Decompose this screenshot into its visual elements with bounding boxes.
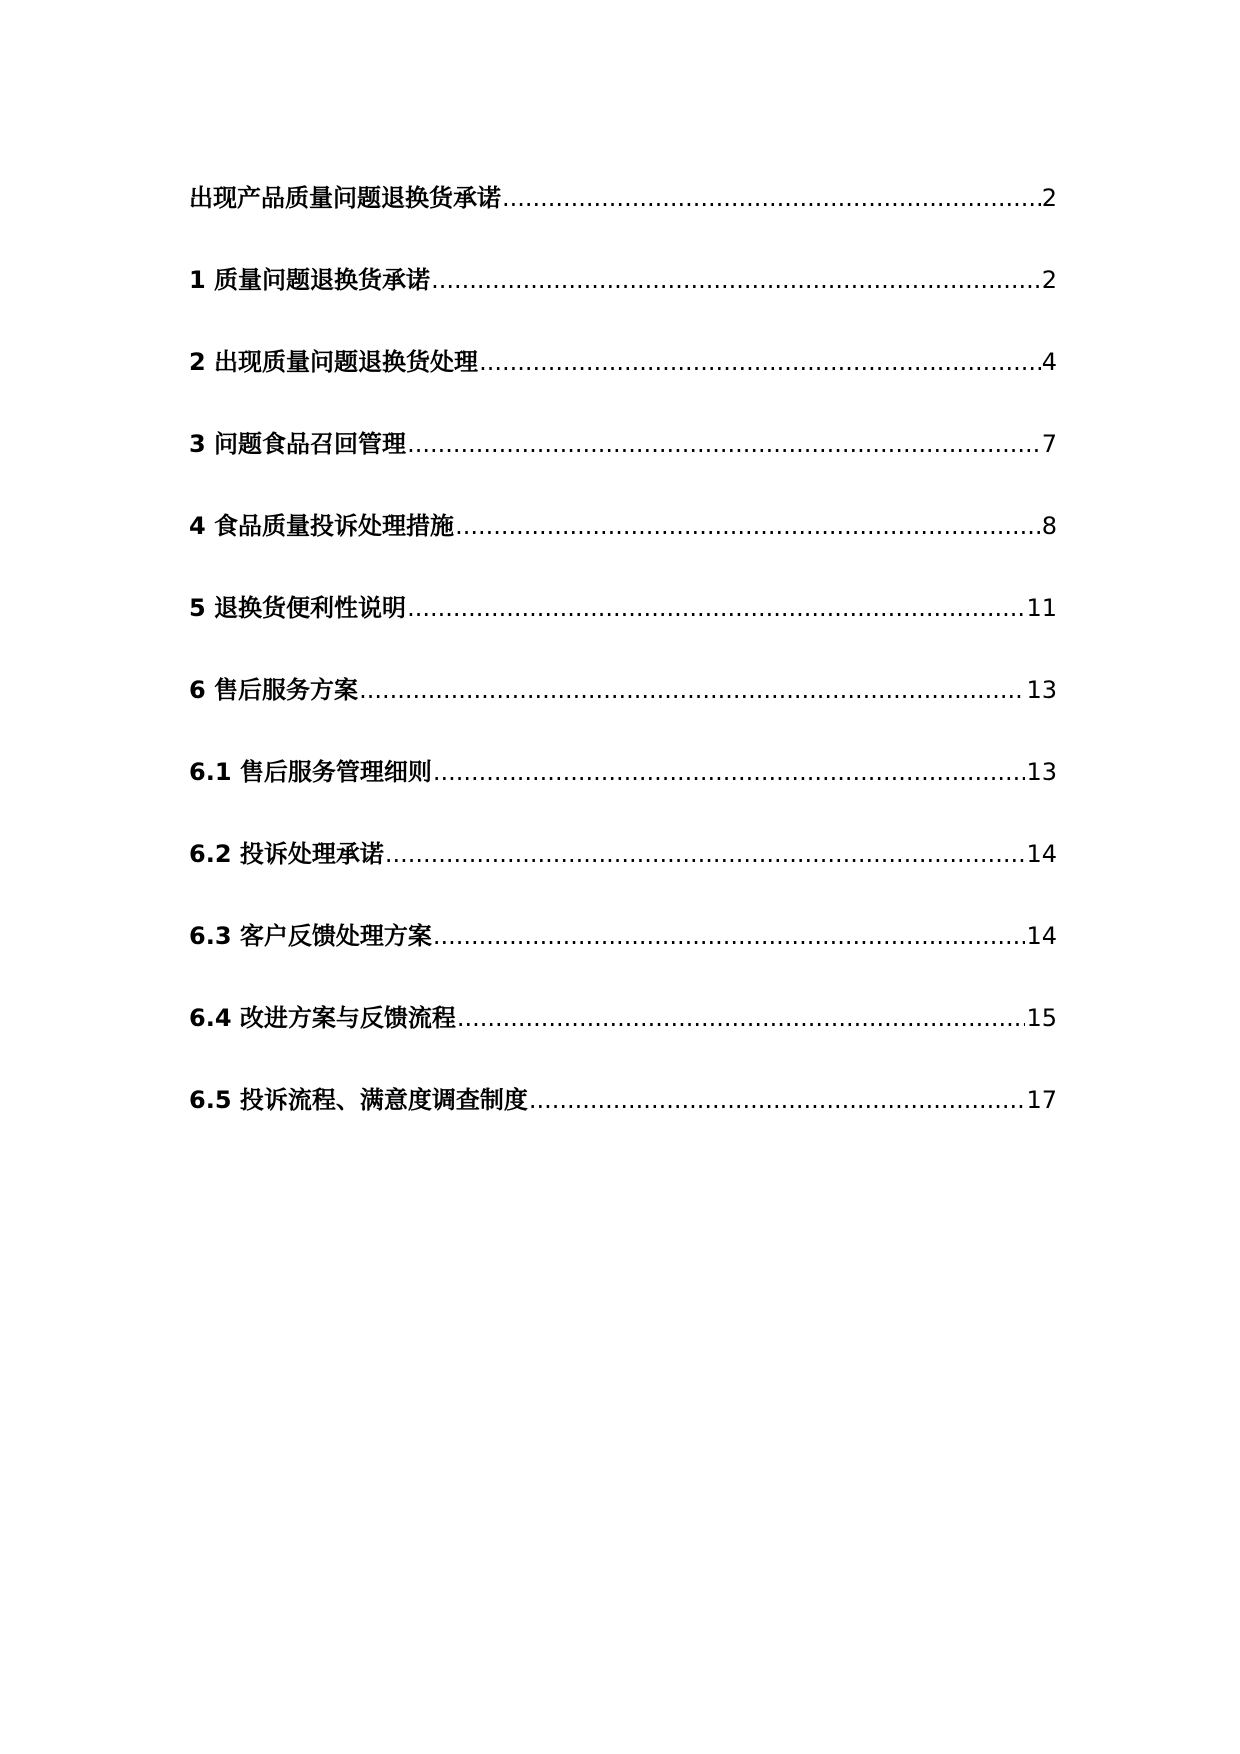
toc-entry-page: 2: [1041, 184, 1057, 212]
toc-dot-leader: [457, 992, 1026, 1044]
toc-entry[interactable]: [189, 828, 1057, 910]
toc-dot-leader: [431, 254, 1041, 306]
toc-dot-leader: [359, 664, 1025, 716]
toc-entry-page: 8: [1041, 512, 1057, 540]
toc-entry[interactable]: [189, 910, 1057, 992]
toc-entry[interactable]: [189, 1074, 1057, 1156]
toc-entry-page: 13: [1026, 676, 1057, 704]
toc-entry[interactable]: [189, 582, 1057, 664]
toc-entry[interactable]: [189, 500, 1057, 582]
toc-entry-title: 4 食品质量投诉处理措施: [189, 512, 455, 540]
toc-entry-page: 13: [1026, 758, 1057, 786]
toc-entry-page: 15: [1026, 1004, 1057, 1032]
toc-entry[interactable]: [189, 254, 1057, 336]
toc-entry-title: 2 出现质量问题退换货处理: [189, 348, 479, 376]
toc-dot-leader: [455, 500, 1041, 552]
toc-entry-title: 6.4 改进方案与反馈流程: [189, 1004, 456, 1032]
toc-entry-title: 3 问题食品召回管理: [189, 430, 407, 458]
toc-entry-page: 4: [1041, 348, 1057, 376]
toc-dot-leader: [502, 172, 1041, 224]
toc-entry-title: 6 售后服务方案: [189, 676, 359, 704]
toc-entry[interactable]: [189, 746, 1057, 828]
toc-entry[interactable]: [189, 172, 1057, 254]
toc-entry-page: 14: [1026, 922, 1057, 950]
toc-entry-page: 11: [1026, 594, 1057, 622]
toc-entry-title: 6.2 投诉处理承诺: [189, 840, 384, 868]
toc-entry-page: 7: [1041, 430, 1057, 458]
toc-dot-leader: [407, 418, 1041, 470]
toc-entry[interactable]: [189, 664, 1057, 746]
toc-dot-leader: [433, 746, 1026, 798]
toc-entry-page: 14: [1026, 840, 1057, 868]
toc-entry-title: 1 质量问题退换货承诺: [189, 266, 431, 294]
toc-entry-title: 出现产品质量问题退换货承诺: [189, 184, 501, 212]
toc-entry[interactable]: [189, 336, 1057, 418]
toc-dot-leader: [407, 582, 1025, 634]
toc-entry-title: 6.1 售后服务管理细则: [189, 758, 432, 786]
toc-entry-title: 6.5 投诉流程、满意度调查制度: [189, 1086, 528, 1114]
toc-dot-leader: [479, 336, 1041, 388]
toc-dot-leader: [385, 828, 1026, 880]
toc-entry-title: 6.3 客户反馈处理方案: [189, 922, 432, 950]
toc-entry-page: 17: [1026, 1086, 1057, 1114]
toc-entry-title: 5 退换货便利性说明: [189, 594, 407, 622]
toc-entry[interactable]: [189, 992, 1057, 1074]
toc-dot-leader: [529, 1074, 1026, 1126]
toc-dot-leader: [433, 910, 1026, 962]
table-of-contents: [189, 172, 1057, 1156]
toc-entry[interactable]: [189, 418, 1057, 500]
toc-entry-page: 2: [1041, 266, 1057, 294]
